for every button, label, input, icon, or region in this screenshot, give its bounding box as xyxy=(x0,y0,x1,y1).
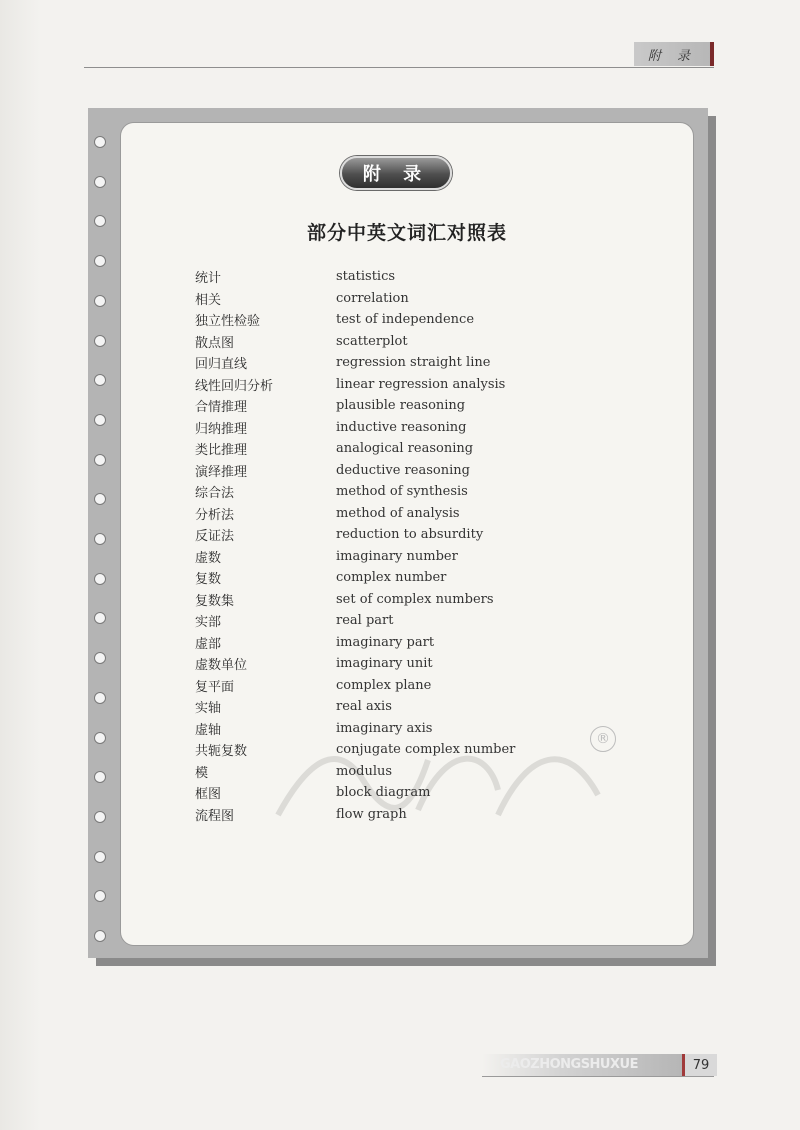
section-header-label: 附 录 xyxy=(647,48,697,64)
page-number: 79 xyxy=(682,1054,717,1076)
glossary-row xyxy=(195,352,675,374)
term-english: complex plane xyxy=(336,677,432,693)
term-english: statistics xyxy=(336,269,396,285)
term-english: imaginary unit xyxy=(336,656,433,672)
glossary-row xyxy=(195,460,675,482)
glossary-row xyxy=(195,417,675,439)
term-chinese: 演绎推理 xyxy=(195,464,248,480)
term-english: inductive reasoning xyxy=(336,419,467,435)
term-chinese: 流程图 xyxy=(195,808,235,824)
section-header xyxy=(634,42,714,66)
footer-rule xyxy=(482,1076,714,1077)
binder-ring xyxy=(94,176,106,188)
term-english: regression straight line xyxy=(336,355,491,371)
term-chinese: 相关 xyxy=(195,292,222,308)
glossary-row xyxy=(195,395,675,417)
registered-trademark-mark: ® xyxy=(590,726,616,752)
term-chinese: 线性回归分析 xyxy=(195,378,274,394)
binder-ring xyxy=(94,930,106,942)
term-chinese: 虚轴 xyxy=(195,722,222,738)
glossary-row xyxy=(195,632,675,654)
term-english: imaginary axis xyxy=(336,720,433,736)
term-english: modulus xyxy=(336,763,393,779)
term-english: deductive reasoning xyxy=(336,462,470,478)
glossary-row xyxy=(195,266,675,288)
binder-ring xyxy=(94,692,106,704)
binder-ring xyxy=(94,335,106,347)
glossary-row xyxy=(195,718,675,740)
term-english: scatterplot xyxy=(336,333,408,349)
term-chinese: 实轴 xyxy=(195,701,222,717)
term-chinese: 虚数单位 xyxy=(195,658,248,674)
binder-ring xyxy=(94,811,106,823)
term-chinese: 复数集 xyxy=(195,593,235,609)
glossary-row xyxy=(195,503,675,525)
appendix-banner xyxy=(340,156,452,190)
term-english: complex number xyxy=(336,570,447,586)
term-english: method of synthesis xyxy=(336,484,468,500)
glossary-row xyxy=(195,804,675,826)
glossary-row xyxy=(195,567,675,589)
term-chinese: 反证法 xyxy=(195,529,235,545)
term-english: imaginary number xyxy=(336,548,458,564)
term-chinese: 合情推理 xyxy=(195,400,248,416)
glossary-row xyxy=(195,675,675,697)
glossary-row xyxy=(195,481,675,503)
term-chinese: 散点图 xyxy=(195,335,235,351)
binder-ring xyxy=(94,573,106,585)
term-english: flow graph xyxy=(336,806,407,822)
term-chinese: 模 xyxy=(195,765,209,781)
term-chinese: 综合法 xyxy=(195,486,235,502)
term-chinese: 统计 xyxy=(195,271,222,287)
glossary-row xyxy=(195,546,675,568)
glossary-row xyxy=(195,288,675,310)
binder-ring xyxy=(94,652,106,664)
binder-ring xyxy=(94,732,106,744)
appendix-banner-label: 附 录 xyxy=(362,164,430,185)
term-chinese: 复平面 xyxy=(195,679,235,695)
term-chinese: 复数 xyxy=(195,572,222,588)
binder-ring xyxy=(94,414,106,426)
term-english: set of complex numbers xyxy=(336,591,494,607)
term-english: real part xyxy=(336,613,394,629)
term-chinese: 类比推理 xyxy=(195,443,248,459)
glossary-row xyxy=(195,438,675,460)
glossary-row xyxy=(195,653,675,675)
term-english: imaginary part xyxy=(336,634,435,650)
binder-ring xyxy=(94,851,106,863)
header-rule xyxy=(84,67,714,68)
term-chinese: 分析法 xyxy=(195,507,235,523)
glossary-row xyxy=(195,374,675,396)
term-english: real axis xyxy=(336,699,392,715)
term-chinese: 虚数 xyxy=(195,550,222,566)
term-english: block diagram xyxy=(336,785,431,801)
term-chinese: 回归直线 xyxy=(195,357,248,373)
glossary-row xyxy=(195,761,675,783)
glossary-table xyxy=(195,266,675,825)
binder-ring xyxy=(94,136,106,148)
glossary-row xyxy=(195,331,675,353)
binder-ring xyxy=(94,295,106,307)
glossary-row xyxy=(195,782,675,804)
glossary-row xyxy=(195,524,675,546)
term-english: analogical reasoning xyxy=(336,441,474,457)
term-chinese: 归纳推理 xyxy=(195,421,248,437)
glossary-row xyxy=(195,589,675,611)
term-english: method of analysis xyxy=(336,505,460,521)
term-english: linear regression analysis xyxy=(336,376,506,392)
glossary-row xyxy=(195,309,675,331)
term-english: reduction to absurdity xyxy=(336,527,484,543)
glossary-row xyxy=(195,610,675,632)
page-binding-edge xyxy=(0,0,40,1130)
page-title: 部分中英文词汇对照表 xyxy=(306,222,507,244)
term-chinese: 实部 xyxy=(195,615,222,631)
term-chinese: 虚部 xyxy=(195,636,222,652)
term-english: conjugate complex number xyxy=(336,742,516,758)
term-chinese: 框图 xyxy=(195,787,222,803)
binder-ring xyxy=(94,533,106,545)
term-chinese: 共轭复数 xyxy=(195,744,248,760)
glossary-row xyxy=(195,696,675,718)
term-english: test of independence xyxy=(336,312,475,328)
binder-ring xyxy=(94,454,106,466)
term-chinese: 独立性检验 xyxy=(195,314,261,330)
footer-brand: GAOZHONGSHUXUE xyxy=(500,1057,638,1072)
glossary-row xyxy=(195,739,675,761)
term-english: correlation xyxy=(336,290,409,306)
term-english: plausible reasoning xyxy=(336,398,466,414)
binder-ring xyxy=(94,255,106,267)
